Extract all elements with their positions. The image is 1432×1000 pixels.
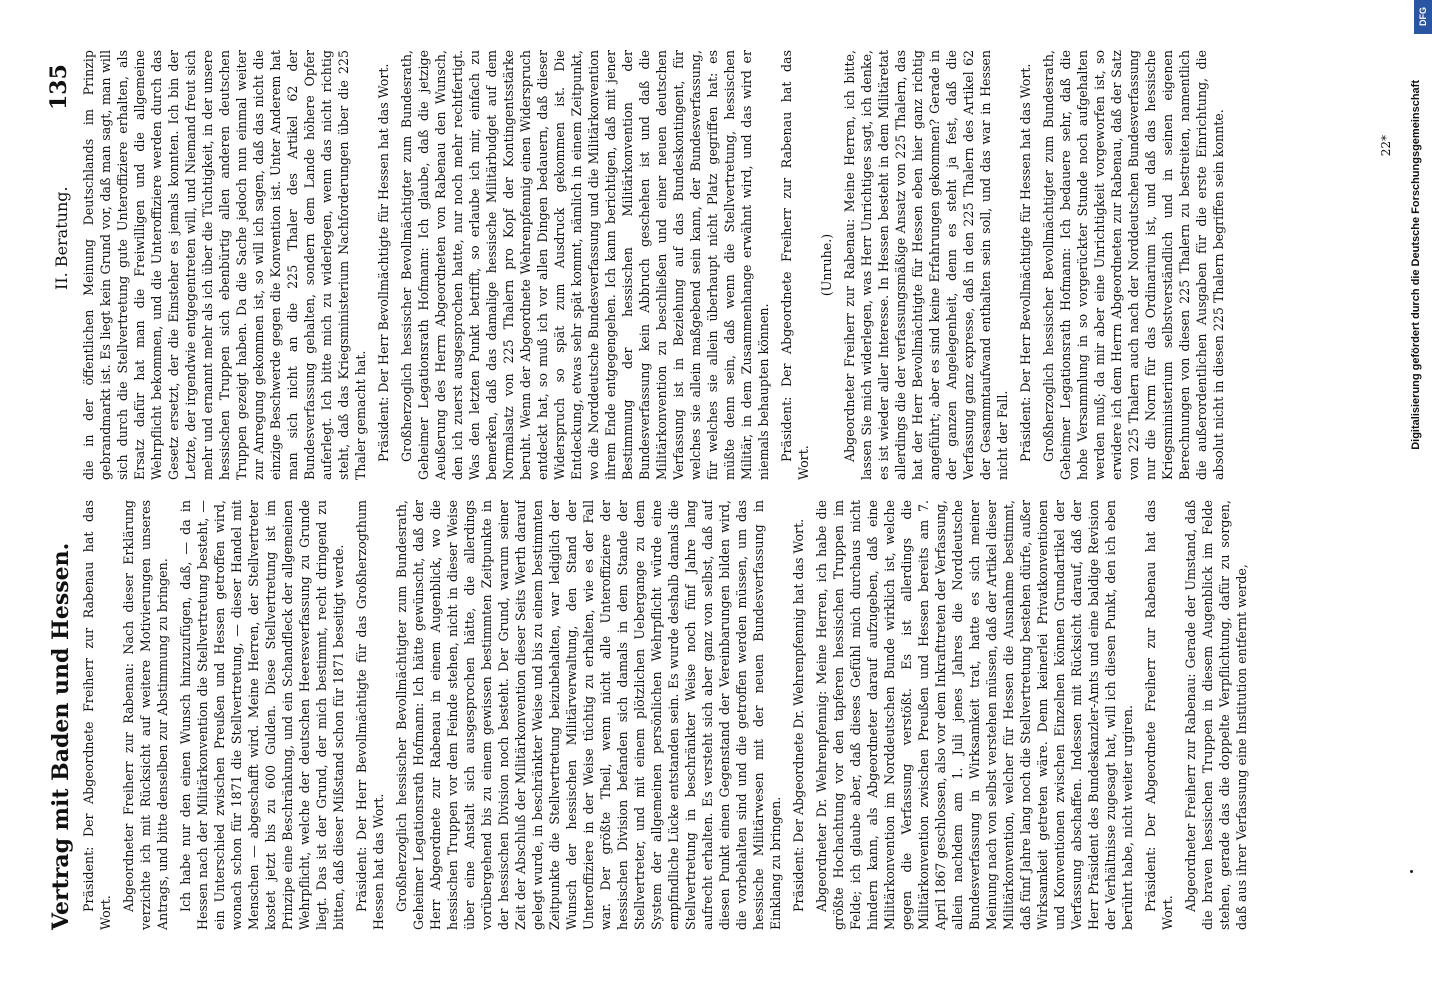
digitization-footer: Digitalisierung gefördert durch die Deutsche Forschungsgemeinschaft	[1410, 80, 1422, 450]
dfg-logo: DFG	[1414, 0, 1432, 34]
text-column-left	[80, 500, 1432, 930]
paragraph: Präsident: Der Herr Bevollmächtigte für das Großherzogthum Hessen hat das Wort.	[354, 500, 386, 930]
section-title: II. Beratung.	[52, 186, 71, 290]
paragraph: Präsident: Der Herr Bevollmächtigte für Hessen hat das Wort.	[376, 63, 391, 462]
running-header	[40, 64, 80, 930]
paragraph: Präsident: Der Abgeordnete Freiherr zur Rabenau hat das Wort.	[81, 500, 113, 930]
paragraph: Abgeordneter Dr. Wehrenpfennig: Meine Herren, ich habe die größte Hochachtung vor den tapferen hessischen Truppen im Felde; ich glaube aber, daß dieses Gefühl mich durchaus nicht hindern kann, als Abgeordneter darauf aufzugeben, daß eine Militärkonvention im Norddeutschen Bunde wirklich ist, welche gegen die Verfassung verstößt. Es ist allerdings die Militärkonvention zwischen Preußen und Hessen bereits am 7. April 1867 geschlossen, also vor dem Inkrafttreten der Verfassung, allein nachdem am 1. Juli jenes Jahres die Norddeutsche Bundesverfassung in Wirksamkeit trat, hatte es sich meiner Meinung nach von selbst verstehen müssen, daß der Artikel dieser Militärkonvention, welcher für Hessen die Ausnahme bestimmt, daß fünf Jahre lang noch die Stellvertretung bestehen dürfe, außer Wirksamkeit getreten wäre. Denn keinerlei Privatkonventionen und Konventionen zwischen Einzelnen können Grundartikel der Verfassung abschaffen. Indessen mit Rücksicht darauf, daß der Herr Präsident des Bundeskanzler-Amts und eine baldige Revision der Verhältnisse zugesagt hat, will ich diesen Punkt, den ich eben berührt habe, nicht weiter urgiren.	[814, 500, 1135, 930]
paragraph: Präsident: Der Abgeordnete Dr. Wehrenpfennig hat das Wort.	[791, 518, 806, 912]
paragraph: Präsident: Der Herr Bevollmächtigte für Hessen hat das Wort.	[1018, 63, 1033, 462]
scan-speck	[1410, 870, 1413, 873]
paragraph: Präsident: Der Abgeordnete Freiherr zur Rabenau hat das Wort.	[1143, 500, 1175, 930]
text-column-right	[80, 50, 1432, 480]
interjection: (Unruhe.)	[819, 233, 834, 297]
paragraph: Großherzoglich hessischer Bevollmächtigter zum Bundesrath, Geheimer Legationsrath Hofmann: Ich bedauere sehr, daß die hohe Versammlung in so vorgerückter Stunde noch aufgehalten werden muß; da mir aber eine Unrichtigkeit vorgeworfen ist, so erwidere ich dem Herrn Abgeordneten zur Rabenau, daß der Satz von 225 Thalern auch nach der Norddeutschen Bundesverfassung nur die Norm für das Ordinarium ist, und daß das hessische Kriegsministerium selbstverständlich und in seinen eigenen Berechnungen von diesen 225 Thalern zu bestreiten, namentlich die außerordentlichen Ausgaben für die erste Einrichtung, die absolut nicht in diesen 225 Thalern begriffen sein konnte.	[1041, 50, 1226, 480]
page-number: 135	[46, 64, 72, 110]
paragraph: Abgeordneter Freiherr zur Rabenau: Gerade der Umstand, daß die braven hessischen Truppen in diesem Augenblick im Felde stehen, gerade das die doppelte Verpflichtung, dafür zu sorgen, daß aus ihrer Verfassung eine Institution entfernt werde,	[1183, 500, 1249, 930]
paragraph: Ich habe nur den einen Wunsch hinzuzufügen, daß, — da in Hessen nach der Militärkonvention die Stellvertretung besteht, — ein Unterschied zwischen Preußen und Hessen getroffen wird, wonach schon für 1871 die Stellvertretung, — dieser Handel mit Menschen — abgeschafft wird. Meine Herren, der Stellvertreter kostet jetzt bis zu 600 Gulden. Diese Stellvertretung ist im Prinzipe eine Beschränkung, und ein Schandfleck der allgemeinen Wehrpflicht, welche der deutschen Heeresverfassung zu Grunde liegt. Das ist der Grund, der mich bestimmt, recht dringend zu bitten, daß dieser Mißstand schon für 1871 beseitigt werde.	[178, 500, 346, 930]
paragraph: Abgeordneter Freiherr zur Rabenau: Meine Herren, ich bitte, lassen Sie mich widerlegen, was Herr Unrichtiges sagt, ich denke, es ist wieder aller Interesse. In Hessen besteht in dem Militäretat allerdings die der verfassungsmäßige Ansatz von 225 Thalern, das hat der Herr Bevollmächtigte für Hessen eben hier ganz richtig angeführt; aber es sind keine Erfahrungen gekommen? Gerade in der ganzen Angelegenheit, denn es steht ja fest, daß die Verfassung ganz expresse, daß in den 225 Thalern des Artikel 62 der Gesammtaufwand enthalten sein soll, und das war in Hessen nicht der Fall.	[842, 50, 1010, 480]
paragraph: Großherzoglich hessischer Bevollmächtigter zum Bundesrath, Geheimer Legationsrath Hofmann: Ich glaube, daß die jetzige Aeußerung des Herrn Abgeordneten von Rabenau den Wunsch, den ich zuerst ausgesprochen hatte, nur noch mehr rechtfertigt. Was den letzten Punkt betrifft, so erlaube ich mir, einfach zu bemerken, daß das damalige hessische Militärbudget auf dem Normalsatz von 225 Thalern pro Kopf der Kontingentsstärke beruht. Wenn der Abgeordnete Wehrenpfennig einen Widerspruch entdeckt hat, so muß ich vor allen Dingen bedauern, daß dieser Widerspruch so spät zum Ausdruck gekommen ist. Die Entdeckung, etwas sehr spät kommt, nämlich in einem Zeitpunkt, wo die Norddeutsche Bundesverfassung und die Militärkonvention ihrem Ende entgegengehen. Ich kann berichtigen, daß mit jener Bestimmung der hessischen Militärkonvention der Bundesverfassung kein Abbruch geschehen ist und daß die Militärkonvention zu beschließen und einer neuen deutschen Verfassung ist in Beziehung auf das Bundeskontingent, für welches sie allein maßgebend sein kann, der Bundesverfassung, für welches sie allein überhaupt nicht Platz gegriffen hat: es müßte denn sein, daß wenn die Stellvertretung, hessischen Militär, in dem Zusammenhange erwähnt wird, und das wird er niemals behaupten können.	[399, 50, 771, 480]
paragraph: Präsident: Der Abgeordnete Freiherr zur Rabenau hat das Wort.	[779, 50, 811, 480]
signature-mark: 22*	[1379, 135, 1393, 157]
paragraph: Abgeordneter Freiherr zur Rabenau: Nach dieser Erklärung verzichte ich mit Rücksicht auf weitere Motivierungen unseres Antrags, und bitte denselben zur Abstimmung zu bringen.	[121, 500, 170, 930]
paragraph: Großherzoglich hessischer Bevollmächtigter zum Bundesrath, Geheimer Legationsrath Hofmann: Ich hätte gewünscht, daß der Herr Abgeordnete zur Rabenau in einem Augenblick, wo die hessischen Truppen vor dem Feinde stehen, nicht in dieser Weise über eine Anstalt sich ausgesprochen hätte, die allerdings vorübergehend bis zu einem gewissen bestimmten Zeitpunkte in der hessischen Division noch besteht. Der Grund, warum seiner Zeit der Abschluß der Militärkonvention dieser Seits Werth darauf gelegt wurde, in beschränkter Weise und bis zu einem bestimmten Zeitpunkte die Stellvertretung beizubehalten, war lediglich der Wunsch der hessischen Militärverwaltung, den Stand der Unteroffiziere in der Weise tüchtig zu erhalten, wie es der Fall war. Der größte Theil, wenn nicht alle Unteroffiziere der hessischen Division befanden sich damals in dem Stande der Stellvertreter, und mit einem plötzlichen Uebergange zu dem System der allgemeinen persönlichen Wehrpflicht würde eine empfindliche Lücke entstanden sein. Es wurde deshalb damals die Stellvertretung in beschränkter Weise noch fünf Jahre lang aufrecht erhalten. Es versteht sich aber ganz von selbst, daß auf diesen Punkt einen Gegenstand der Vereinbarungen bilden wird, die vorbehalten sind und die getroffen werden müssen, um das hessische Militärwesen mit der neuen Bundesverfassung in Einklang zu bringen.	[394, 500, 783, 930]
running-title: Vertrag mit Baden und Hessen.	[48, 542, 74, 930]
paragraph: die in der öffentlichen Meinung Deutschlands im Prinzip gebrandmarkt ist. Es liegt kein Grund vor, daß man sagt, man will sich durch die Stellvertretung gute Unteroffiziere erhalten, als Ersatz dafür hat man die Freiwilligen und die allgemeine Wehrpflicht bekommen, und die Unteroffiziere werden durch das Gesetz ersetzt, der die Einsteher es jemals konnten. Ich bin der Letzte, der irgendwie entgegentreten will, und Niemand freut sich mehr und ernannt mehr als ich über die Tüchtigkeit, in der unsere hessischen Truppen sich ebenbürtig allen anderen deutschen Truppen gezeigt haben. Da die Sache jedoch nun einmal weiter zur Anregung gekommen ist, so will ich sagen, daß das nicht die einzige Beschwerde gegen die Konvention ist. Unter Anderem hat man sich nicht an die 225 Thaler des Artikel 62 der Bundesverfassung gehalten, sondern dem Lande höhere Opfer auferlegt. Ich bitte mich zu widerlegen, wenn das nicht richtig steht, daß das Kriegsministerium Nachforderungen über die 225 Thaler gemacht hat.	[81, 50, 368, 480]
